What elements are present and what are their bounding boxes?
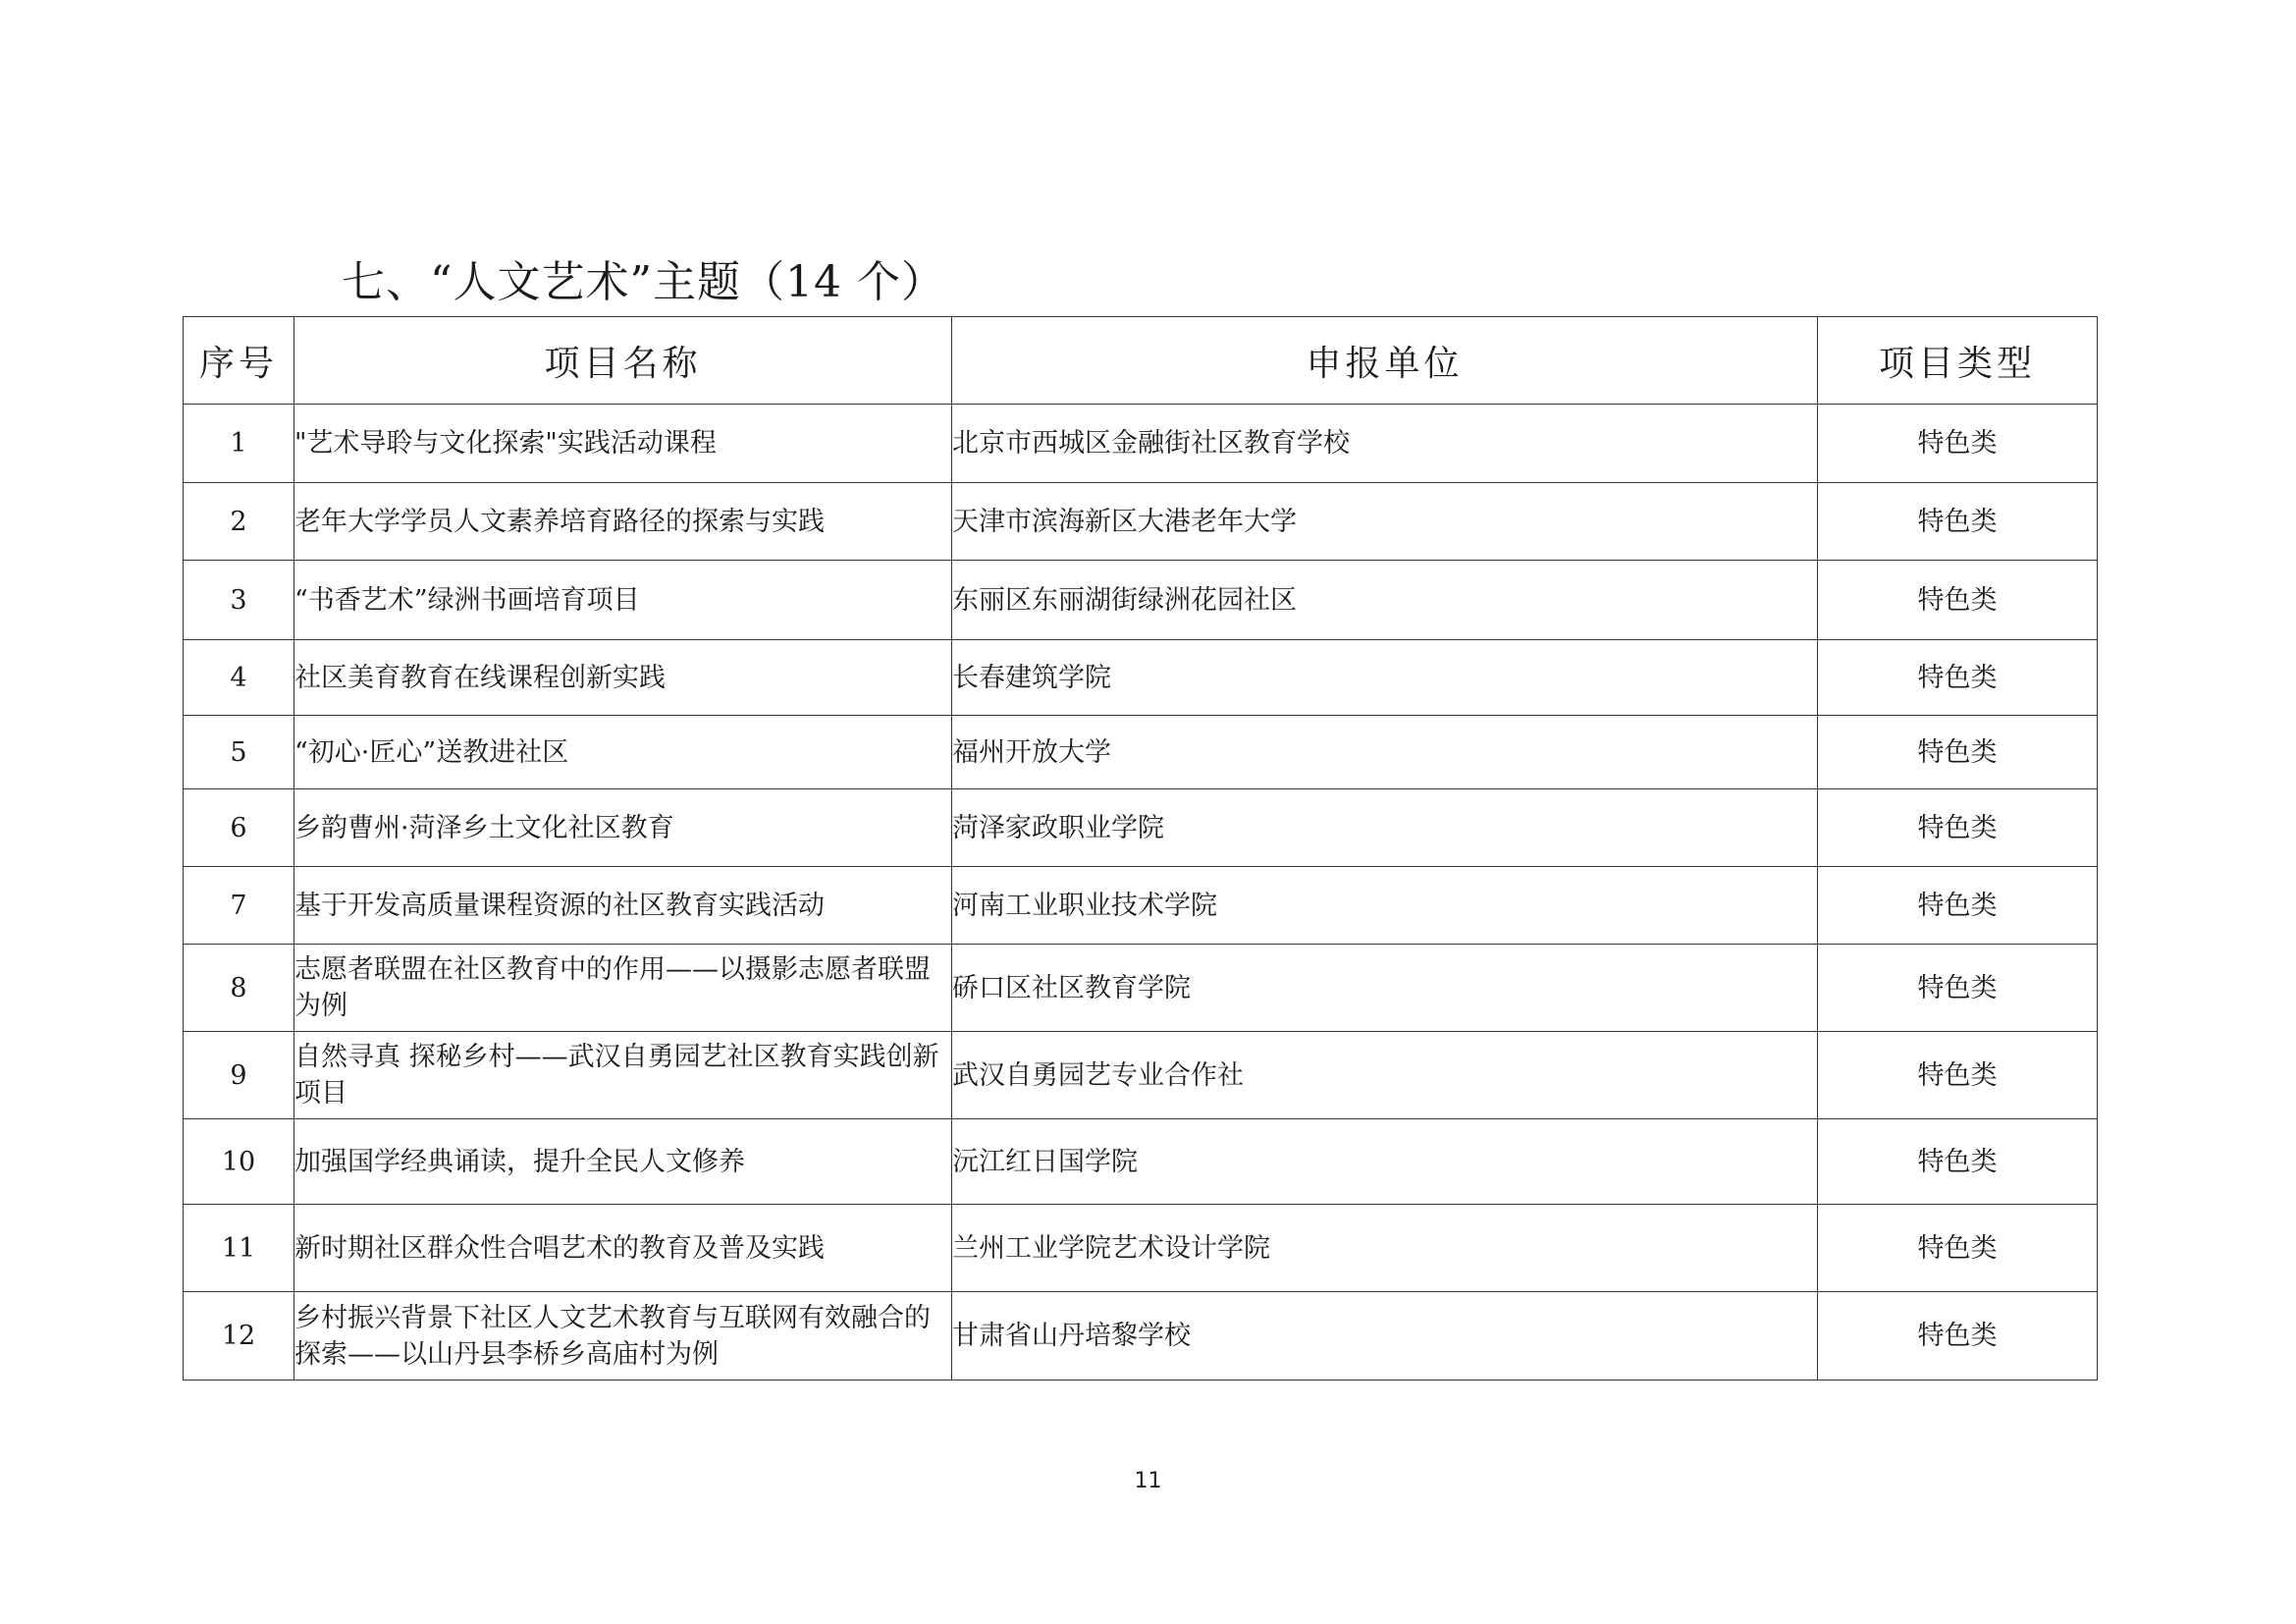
projects-table — [183, 316, 2098, 1380]
cell-unit: 兰州工业学院艺术设计学院 — [952, 1205, 1818, 1292]
cell-type: 特色类 — [1818, 1205, 2098, 1292]
cell-unit: 福州开放大学 — [952, 716, 1818, 789]
cell-name: 新时期社区群众性合唱艺术的教育及普及实践 — [294, 1205, 952, 1292]
cell-type: 特色类 — [1818, 867, 2098, 945]
cell-unit: 北京市西城区金融街社区教育学校 — [952, 405, 1818, 483]
cell-no: 12 — [184, 1292, 294, 1380]
cell-no: 2 — [184, 483, 294, 561]
cell-type: 特色类 — [1818, 1292, 2098, 1380]
cell-unit: 东丽区东丽湖街绿洲花园社区 — [952, 561, 1818, 640]
table-row — [184, 640, 2098, 716]
table-row — [184, 561, 2098, 640]
table-row — [184, 1205, 2098, 1292]
cell-name: 基于开发高质量课程资源的社区教育实践活动 — [294, 867, 952, 945]
page-number: 11 — [1134, 1469, 1162, 1493]
cell-type: 特色类 — [1818, 716, 2098, 789]
table-row — [184, 1119, 2098, 1205]
cell-no: 6 — [184, 789, 294, 867]
header-name: 项目名称 — [294, 317, 952, 405]
cell-unit: 天津市滨海新区大港老年大学 — [952, 483, 1818, 561]
cell-name: 加强国学经典诵读，提升全民人文修养 — [294, 1119, 952, 1205]
cell-unit: 硚口区社区教育学院 — [952, 945, 1818, 1032]
cell-no: 9 — [184, 1032, 294, 1119]
cell-name: “书香艺术”绿洲书画培育项目 — [294, 561, 952, 640]
cell-type: 特色类 — [1818, 640, 2098, 716]
cell-unit: 武汉自勇园艺专业合作社 — [952, 1032, 1818, 1119]
cell-name: 老年大学学员人文素养培育路径的探索与实践 — [294, 483, 952, 561]
cell-name: 志愿者联盟在社区教育中的作用——以摄影志愿者联盟为例 — [294, 945, 952, 1032]
cell-no: 11 — [184, 1205, 294, 1292]
cell-type: 特色类 — [1818, 405, 2098, 483]
cell-unit: 河南工业职业技术学院 — [952, 867, 1818, 945]
cell-no: 5 — [184, 716, 294, 789]
cell-type: 特色类 — [1818, 483, 2098, 561]
cell-type: 特色类 — [1818, 945, 2098, 1032]
header-type: 项目类型 — [1818, 317, 2098, 405]
table-row — [184, 789, 2098, 867]
cell-no: 7 — [184, 867, 294, 945]
cell-name: "艺术导聆与文化探索"实践活动课程 — [294, 405, 952, 483]
cell-type: 特色类 — [1818, 1032, 2098, 1119]
cell-no: 4 — [184, 640, 294, 716]
table-row — [184, 716, 2098, 789]
cell-name: “初心·匠心”送教进社区 — [294, 716, 952, 789]
table-row — [184, 483, 2098, 561]
cell-name: 自然寻真 探秘乡村——武汉自勇园艺社区教育实践创新项目 — [294, 1032, 952, 1119]
cell-unit: 菏泽家政职业学院 — [952, 789, 1818, 867]
table-row — [184, 1032, 2098, 1119]
table-header-row — [184, 317, 2098, 405]
table-row — [184, 867, 2098, 945]
cell-unit: 沅江红日国学院 — [952, 1119, 1818, 1205]
cell-unit: 甘肃省山丹培黎学校 — [952, 1292, 1818, 1380]
cell-type: 特色类 — [1818, 561, 2098, 640]
cell-type: 特色类 — [1818, 789, 2098, 867]
cell-name: 乡村振兴背景下社区人文艺术教育与互联网有效融合的探索——以山丹县李桥乡高庙村为例 — [294, 1292, 952, 1380]
cell-type: 特色类 — [1818, 1119, 2098, 1205]
cell-name: 乡韵曹州·菏泽乡土文化社区教育 — [294, 789, 952, 867]
section-title: 七、“人文艺术”主题（14 个） — [342, 257, 945, 307]
table-row — [184, 405, 2098, 483]
cell-no: 1 — [184, 405, 294, 483]
cell-no: 10 — [184, 1119, 294, 1205]
table-row — [184, 1292, 2098, 1380]
cell-unit: 长春建筑学院 — [952, 640, 1818, 716]
cell-name: 社区美育教育在线课程创新实践 — [294, 640, 952, 716]
table-row — [184, 945, 2098, 1032]
cell-no: 3 — [184, 561, 294, 640]
header-unit: 申报单位 — [952, 317, 1818, 405]
cell-no: 8 — [184, 945, 294, 1032]
header-no: 序号 — [184, 317, 294, 405]
